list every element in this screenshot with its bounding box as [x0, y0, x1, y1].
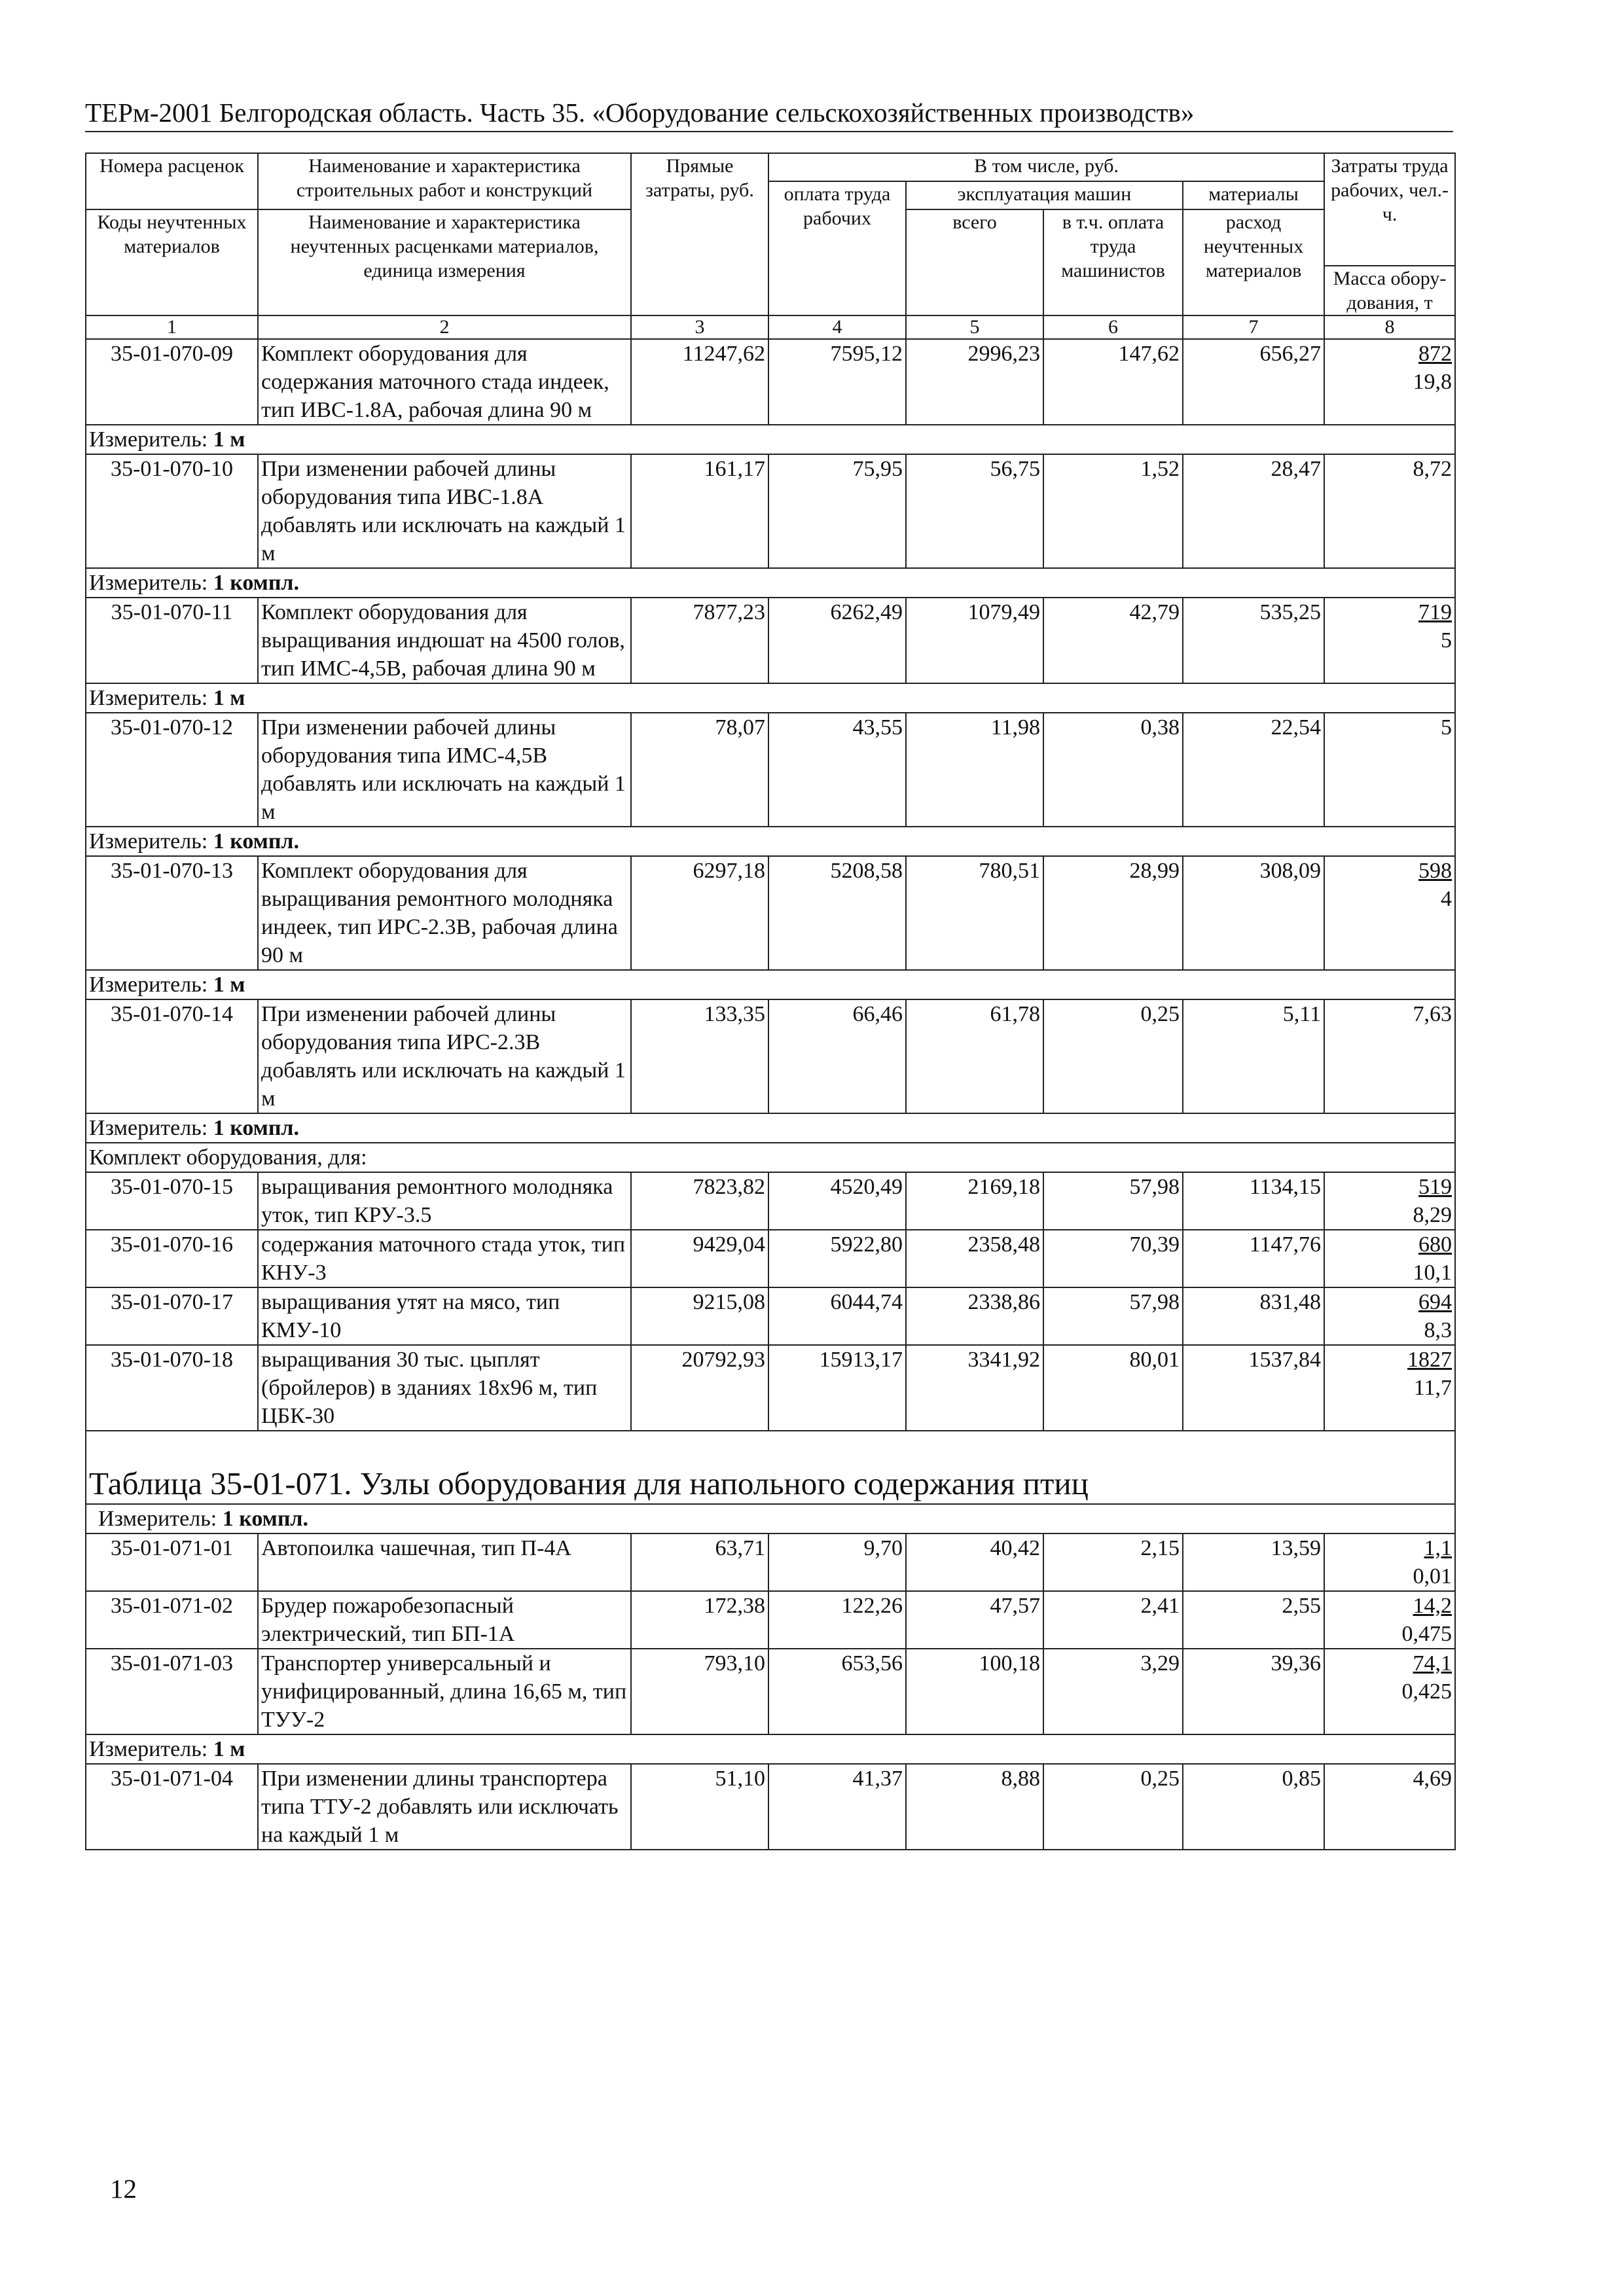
table-row — [86, 339, 1455, 425]
rate-code: 35-01-071-04 — [86, 1764, 258, 1850]
measure-cell — [86, 1113, 1455, 1143]
measure-value: 1 компл. — [213, 571, 300, 595]
measure-label: Измеритель: — [89, 1116, 213, 1140]
head-machines-total: всего — [906, 209, 1043, 315]
labor-mass-cell — [1324, 1649, 1455, 1734]
labor-mass-cell — [1324, 1534, 1455, 1591]
measure-value: 1 м — [213, 973, 245, 997]
table-row — [86, 1534, 1455, 1591]
col-number: 1 — [86, 315, 258, 339]
direct-cost: 78,07 — [631, 713, 768, 827]
materials-cost: 5,11 — [1183, 999, 1324, 1113]
col-number: 8 — [1324, 315, 1455, 339]
labor-mass-cell — [1324, 1764, 1455, 1850]
labor-value: 7,63 — [1413, 1002, 1453, 1026]
mass-value: 0,475 — [1401, 1622, 1453, 1646]
header-rule — [85, 131, 1453, 132]
measure-label: Измеритель: — [89, 1737, 213, 1761]
rate-code: 35-01-070-10 — [86, 454, 258, 568]
labor-mass-cell — [1324, 856, 1455, 970]
rate-code: 35-01-071-03 — [86, 1649, 258, 1734]
labor-mass-cell — [1324, 1172, 1455, 1230]
labor-value: 680 — [1418, 1232, 1453, 1257]
materials-cost: 39,36 — [1183, 1649, 1324, 1734]
head-col1-bottom: Коды неучтенных материалов — [86, 209, 258, 315]
table-row — [86, 598, 1455, 683]
work-name: Транспортер универсальный и унифицированный, длина 16,65 м, тип ТУУ-2 — [258, 1649, 631, 1734]
rate-code: 35-01-070-11 — [86, 598, 258, 683]
rate-code: 35-01-071-01 — [86, 1534, 258, 1591]
materials-cost: 656,27 — [1183, 339, 1324, 425]
measure-value: 1 м — [213, 1737, 245, 1761]
direct-cost: 11247,62 — [631, 339, 768, 425]
wages-cost: 5922,80 — [768, 1230, 906, 1287]
direct-cost: 161,17 — [631, 454, 768, 568]
table-row — [86, 1172, 1455, 1230]
labor-mass-cell — [1324, 1591, 1455, 1649]
table-title: Таблица 35-01-071. Узлы оборудования для напольного содержания птиц — [86, 1431, 1455, 1504]
machines-cost: 47,57 — [906, 1591, 1043, 1649]
materials-cost: 1147,76 — [1183, 1230, 1324, 1287]
work-name: При изменении длины транспортера типа ТТУ-2 добавлять или исключать на каждый 1 м — [258, 1764, 631, 1850]
col-number: 7 — [1183, 315, 1324, 339]
machines-cost: 2169,18 — [906, 1172, 1043, 1230]
rate-code: 35-01-070-12 — [86, 713, 258, 827]
mass-value: 8,29 — [1413, 1203, 1453, 1227]
col-number: 5 — [906, 315, 1043, 339]
labor-mass-cell — [1324, 1287, 1455, 1345]
labor-value: 4,69 — [1413, 1767, 1453, 1791]
labor-mass-cell — [1324, 1345, 1455, 1431]
wages-cost: 7595,12 — [768, 339, 906, 425]
measure-cell — [86, 1504, 1455, 1534]
measure-cell — [86, 683, 1455, 713]
labor-value: 872 — [1418, 342, 1453, 366]
price-table — [85, 152, 1456, 1850]
machinist-wages: 42,79 — [1043, 598, 1183, 683]
table-row — [86, 1287, 1455, 1345]
mass-value: 4 — [1441, 887, 1453, 911]
measure-label: Измеритель: — [89, 829, 213, 853]
measure-label: Измеритель: — [89, 973, 213, 997]
materials-cost: 1134,15 — [1183, 1172, 1324, 1230]
materials-cost: 535,25 — [1183, 598, 1324, 683]
rate-code: 35-01-070-15 — [86, 1172, 258, 1230]
wages-cost: 122,26 — [768, 1591, 906, 1649]
machines-cost: 2996,23 — [906, 339, 1043, 425]
direct-cost: 793,10 — [631, 1649, 768, 1734]
wages-cost: 41,37 — [768, 1764, 906, 1850]
machinist-wages: 0,38 — [1043, 713, 1183, 827]
labor-mass-cell — [1324, 1230, 1455, 1287]
machinist-wages: 80,01 — [1043, 1345, 1183, 1431]
direct-cost: 172,38 — [631, 1591, 768, 1649]
measure-value: 1 м — [213, 686, 245, 710]
materials-cost: 2,55 — [1183, 1591, 1324, 1649]
machinist-wages: 1,52 — [1043, 454, 1183, 568]
wages-cost: 6044,74 — [768, 1287, 906, 1345]
table-row — [86, 713, 1455, 827]
col-number: 3 — [631, 315, 768, 339]
labor-mass-cell — [1324, 454, 1455, 568]
col-number: 6 — [1043, 315, 1183, 339]
wages-cost: 15913,17 — [768, 1345, 906, 1431]
col-number: 2 — [258, 315, 631, 339]
measure-row — [86, 1504, 1455, 1534]
wages-cost: 75,95 — [768, 454, 906, 568]
measure-row — [86, 1734, 1455, 1764]
direct-cost: 9215,08 — [631, 1287, 768, 1345]
table-row — [86, 1591, 1455, 1649]
measure-row — [86, 425, 1455, 454]
wages-cost: 5208,58 — [768, 856, 906, 970]
work-name: Комплект оборудования для выращивания индюшат на 4500 голов, тип ИМС-4,5В, рабочая длина 90 м — [258, 598, 631, 683]
materials-cost: 831,48 — [1183, 1287, 1324, 1345]
machines-cost: 1079,49 — [906, 598, 1043, 683]
head-col2-bottom: Наименование и характеристика неучтенных расценками материалов, единица измерения — [258, 209, 631, 315]
table-row — [86, 1649, 1455, 1734]
rate-code: 35-01-071-02 — [86, 1591, 258, 1649]
wages-cost: 43,55 — [768, 713, 906, 827]
mass-value: 0,01 — [1413, 1564, 1453, 1588]
work-name: При изменении рабочей длины оборудования типа ИМС-4,5В добавлять или исключать на каждый 1 м — [258, 713, 631, 827]
machinist-wages: 147,62 — [1043, 339, 1183, 425]
work-name: выращивания 30 тыс. цыплят (бройлеров) в зданиях 18х96 м, тип ЦБК-30 — [258, 1345, 631, 1431]
labor-value: 8,72 — [1413, 457, 1453, 481]
machinist-wages: 57,98 — [1043, 1172, 1183, 1230]
machinist-wages: 0,25 — [1043, 1764, 1183, 1850]
labor-mass-cell — [1324, 999, 1455, 1113]
labor-value: 1,1 — [1424, 1536, 1453, 1560]
materials-cost: 13,59 — [1183, 1534, 1324, 1591]
direct-cost: 20792,93 — [631, 1345, 768, 1431]
measure-cell — [86, 425, 1455, 454]
wages-cost: 9,70 — [768, 1534, 906, 1591]
measure-label: Измеритель: — [89, 686, 213, 710]
labor-value: 519 — [1418, 1175, 1453, 1199]
measure-row — [86, 827, 1455, 856]
head-materials: материалы — [1183, 181, 1324, 209]
mass-value: 10,1 — [1413, 1261, 1453, 1285]
measure-value: 1 компл. — [213, 829, 300, 853]
materials-cost: 0,85 — [1183, 1764, 1324, 1850]
mass-value: 5 — [1441, 628, 1453, 653]
measure-label: Измеритель: — [89, 427, 213, 452]
measure-value: 1 компл. — [222, 1507, 309, 1531]
head-machines: эксплуатация машин — [906, 181, 1183, 209]
rate-code: 35-01-070-09 — [86, 339, 258, 425]
rate-code: 35-01-070-17 — [86, 1287, 258, 1345]
work-name: выращивания утят на мясо, тип КМУ-10 — [258, 1287, 631, 1345]
materials-cost: 1537,84 — [1183, 1345, 1324, 1431]
head-col2-top: Наименование и характеристика строительных работ и конструкций — [258, 153, 631, 209]
page-header: ТЕРм-2001 Белгородская область. Часть 35. «Оборудование сельскохозяйственных производств» — [85, 98, 1195, 128]
direct-cost: 133,35 — [631, 999, 768, 1113]
labor-value: 14,2 — [1413, 1594, 1453, 1618]
head-incl: В том числе, руб. — [768, 153, 1324, 181]
rate-code: 35-01-070-14 — [86, 999, 258, 1113]
labor-value: 719 — [1418, 600, 1453, 624]
mass-value: 0,425 — [1401, 1679, 1453, 1704]
work-name: При изменении рабочей длины оборудования типа ИРС-2.3В добавлять или исключать на каждый 1 м — [258, 999, 631, 1113]
machines-cost: 40,42 — [906, 1534, 1043, 1591]
direct-cost: 6297,18 — [631, 856, 768, 970]
machinist-wages: 57,98 — [1043, 1287, 1183, 1345]
labor-value: 598 — [1418, 859, 1453, 883]
machinist-wages: 2,41 — [1043, 1591, 1183, 1649]
measure-cell — [86, 568, 1455, 598]
measure-label: Измеритель: — [89, 571, 213, 595]
rate-code: 35-01-070-13 — [86, 856, 258, 970]
head-labor: Затраты труда рабочих, чел.-ч. — [1324, 153, 1455, 266]
materials-cost: 22,54 — [1183, 713, 1324, 827]
group-heading: Комплект оборудования, для: — [86, 1143, 1455, 1172]
measure-row — [86, 970, 1455, 999]
wages-cost: 653,56 — [768, 1649, 906, 1734]
measure-value: 1 м — [213, 427, 245, 452]
work-name: Автопоилка чашечная, тип П-4А — [258, 1534, 631, 1591]
head-col3: Прямые затраты, руб. — [631, 153, 768, 315]
machinist-wages: 28,99 — [1043, 856, 1183, 970]
mass-value: 8,3 — [1424, 1318, 1453, 1342]
labor-mass-cell — [1324, 713, 1455, 827]
labor-mass-cell — [1324, 339, 1455, 425]
work-name: выращивания ремонтного молодняка уток, тип КРУ-3.5 — [258, 1172, 631, 1230]
table-row — [86, 999, 1455, 1113]
labor-value: 694 — [1418, 1290, 1453, 1314]
labor-value: 5 — [1441, 715, 1453, 740]
machines-cost: 780,51 — [906, 856, 1043, 970]
table-row — [86, 856, 1455, 970]
measure-row — [86, 1113, 1455, 1143]
page-number: 12 — [110, 2174, 137, 2204]
machines-cost: 100,18 — [906, 1649, 1043, 1734]
direct-cost: 9429,04 — [631, 1230, 768, 1287]
work-name: содержания маточного стада уток, тип КНУ-3 — [258, 1230, 631, 1287]
direct-cost: 63,71 — [631, 1534, 768, 1591]
measure-cell — [86, 827, 1455, 856]
rate-code: 35-01-070-18 — [86, 1345, 258, 1431]
machinist-wages: 3,29 — [1043, 1649, 1183, 1734]
direct-cost: 7877,23 — [631, 598, 768, 683]
head-materials-sub: расход неучтенных материалов — [1183, 209, 1324, 315]
direct-cost: 7823,82 — [631, 1172, 768, 1230]
head-mass: Масса обору-дования, т — [1324, 266, 1455, 315]
machines-cost: 56,75 — [906, 454, 1043, 568]
machinist-wages: 2,15 — [1043, 1534, 1183, 1591]
col-number: 4 — [768, 315, 906, 339]
work-name: Брудер пожаробезопасный электрический, тип БП-1А — [258, 1591, 631, 1649]
table-row — [86, 1230, 1455, 1287]
measure-cell — [86, 1734, 1455, 1764]
table-row — [86, 454, 1455, 568]
wages-cost: 66,46 — [768, 999, 906, 1113]
machines-cost: 8,88 — [906, 1764, 1043, 1850]
spacer-row — [86, 1431, 1455, 1504]
measure-cell — [86, 970, 1455, 999]
table-row — [86, 1764, 1455, 1850]
mass-value: 19,8 — [1413, 370, 1453, 394]
table-row — [86, 1345, 1455, 1431]
mass-value: 11,7 — [1413, 1376, 1453, 1400]
work-name: Комплект оборудования для выращивания ремонтного молодняка индеек, тип ИРС-2.3В, рабочая длина 90 м — [258, 856, 631, 970]
head-machines-wages: в т.ч. оплата труда машинистов — [1043, 209, 1183, 315]
measure-label: Измеритель: — [98, 1507, 223, 1531]
labor-mass-cell — [1324, 598, 1455, 683]
wages-cost: 4520,49 — [768, 1172, 906, 1230]
labor-value: 1827 — [1407, 1348, 1453, 1372]
machines-cost: 2358,48 — [906, 1230, 1043, 1287]
rate-code: 35-01-070-16 — [86, 1230, 258, 1287]
direct-cost: 51,10 — [631, 1764, 768, 1850]
materials-cost: 28,47 — [1183, 454, 1324, 568]
labor-value: 74,1 — [1413, 1651, 1453, 1676]
work-name: Комплект оборудования для содержания маточного стада индеек, тип ИВС-1.8А, рабочая длина 90 м — [258, 339, 631, 425]
materials-cost: 308,09 — [1183, 856, 1324, 970]
measure-row — [86, 683, 1455, 713]
work-name: При изменении рабочей длины оборудования типа ИВС-1.8А добавлять или исключать на каждый 1 м — [258, 454, 631, 568]
measure-value: 1 компл. — [213, 1116, 300, 1140]
wages-cost: 6262,49 — [768, 598, 906, 683]
measure-row — [86, 568, 1455, 598]
machines-cost: 61,78 — [906, 999, 1043, 1113]
head-wages: оплата труда рабочих — [768, 181, 906, 315]
machines-cost: 11,98 — [906, 713, 1043, 827]
machinist-wages: 70,39 — [1043, 1230, 1183, 1287]
machines-cost: 3341,92 — [906, 1345, 1043, 1431]
machinist-wages: 0,25 — [1043, 999, 1183, 1113]
group-row — [86, 1143, 1455, 1172]
head-col1-top: Номера расценок — [86, 153, 258, 209]
machines-cost: 2338,86 — [906, 1287, 1043, 1345]
